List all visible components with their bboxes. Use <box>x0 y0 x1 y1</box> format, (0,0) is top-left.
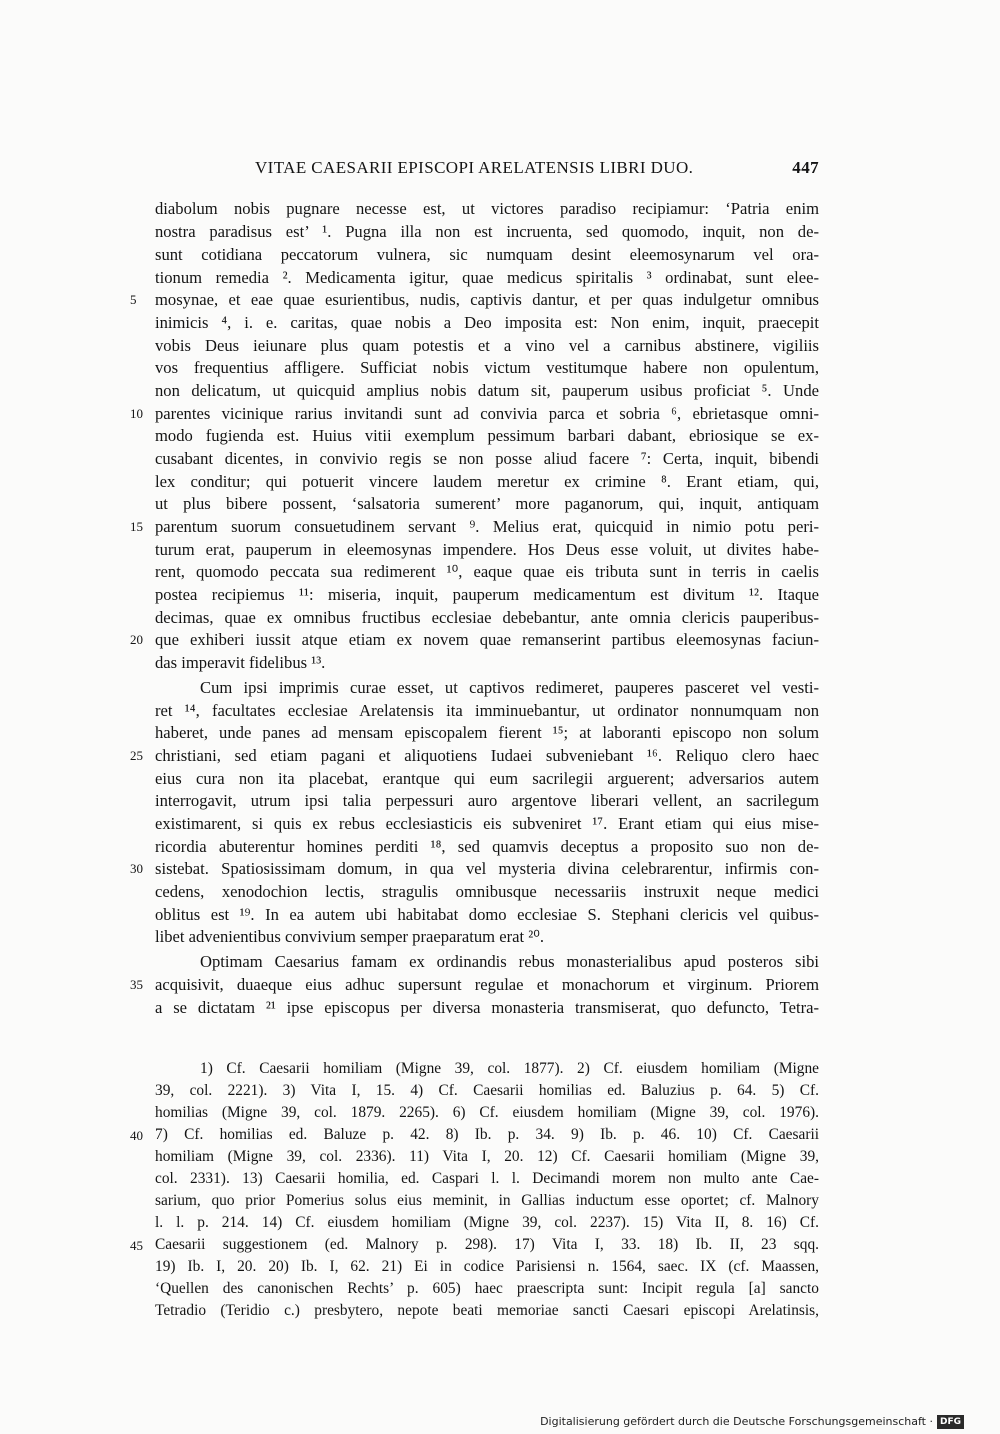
text-line: cusabant dicentes, in convivio regis se non posse aliud facere ⁷: Certa, inquit, bibendi <box>155 449 819 468</box>
text-line: nostra paradisus est’ ¹. Pugna illa non est incruenta, sed quomodo, inquit, non de- <box>155 222 819 241</box>
footnote-line: homilias (Migne 39, col. 1879. 2265). 6) Cf. eiusdem homiliam (Migne 39, col. 1976). <box>155 1104 819 1121</box>
text-line: libet advenientibus convivium semper praeparatum erat ²⁰. <box>155 927 545 946</box>
text-line: vos frequentius affligere. Sufficiat nobis victum vestitumque habere non opulentum, <box>155 358 819 377</box>
line-number: 5 <box>130 292 137 307</box>
line-number: 40 <box>130 1128 143 1143</box>
text-line: parentes vicinique rarius invitandi sunt ad convivia parca et sobria ⁶, ebrietasque omni- <box>155 404 819 423</box>
text-line: postea recipiemus ¹¹: miseria, inquit, pauperum medicamentum est divitum ¹². Itaque <box>155 585 819 604</box>
footnote-line: homiliam (Migne 39, col. 2336). 11) Vita I, 20. 12) Cf. Caesarii homiliam (Migne 39, <box>155 1148 819 1165</box>
text-line: non delicatum, ut quicquid amplius nobis datum sit, pauperum usibus proficiat ⁵. Unde <box>155 381 819 400</box>
footnote-line: ‘Quellen des canonischen Rechts’ p. 605) haec praescripta sunt: Incipit regula [a] sancto <box>155 1280 819 1297</box>
text-line: diabolum nobis pugnare necesse est, ut victores paradiso recipiamur: ‘Patria enim <box>155 199 819 218</box>
text-line: existimarent, si quis ex rebus ecclesiasticis eis subveniret ¹⁷. Erant etiam qui eius mise- <box>155 814 819 833</box>
text-line: ut plus bibere possent, ‘salsatoria sumerent’ more paganorum, qui, inquit, antiquam <box>155 494 819 513</box>
footnote-line: 7) Cf. homilias ed. Baluze p. 42. 8) Ib. p. 34. 9) Ib. p. 46. 10) Cf. Caesarii <box>155 1126 819 1143</box>
text-line: a se dictatam ²¹ ipse episcopus per diversa monasteria transmiserat, quo defuncto, Tetra- <box>155 998 819 1017</box>
line-number: 35 <box>130 977 143 992</box>
line-number: 25 <box>130 748 143 763</box>
text-line: turum erat, pauperum in eleemosynas impendere. Hos Deus esse voluit, ut divites habe- <box>155 540 819 559</box>
text-line: sistebat. Spatiosissimam domum, in qua vel mysteria divina celebrarentur, infirmis con- <box>155 859 819 878</box>
text-line: vobis Deus ieiunare plus quam potestis et a vino vel a carnibus abstinere, vigiliis <box>155 336 819 355</box>
text-line: acquisivit, duaeque eius adhuc supersunt regulae et monachorum et virginum. Priorem <box>155 975 819 994</box>
footnote-line: sarium, quo prior Pomerius solus eius meminit, in Gallias inductum esse oportet; cf. Malnory <box>155 1192 819 1209</box>
credit-text: Digitalisierung gefördert durch die Deutsche Forschungsgemeinschaft · <box>540 1415 933 1428</box>
footnote-line: 1) Cf. Caesarii homiliam (Migne 39, col. 1877). 2) Cf. eiusdem homiliam (Migne <box>200 1060 819 1077</box>
running-header <box>155 158 819 186</box>
text-line: cedens, xenodochion lectis, stragulis omnibusque necessariis instruxit neque medici <box>155 882 819 901</box>
footnote-line: Tetradio (Teridio c.) presbytero, nepote beati memoriae sancti Caesari episcopi Arelatinsis, <box>155 1302 819 1319</box>
footnote-line: l. l. p. 214. 14) Cf. eiusdem homiliam (Migne 39, col. 2237). 15) Vita II, 8. 16) Cf. <box>155 1214 819 1231</box>
text-line: Cum ipsi imprimis curae esset, ut captivos redimeret, pauperes pasceret vel vesti- <box>200 678 819 697</box>
footnote-line: Caesarii suggestionem (ed. Malnory p. 298). 17) Vita I, 33. 18) Ib. II, 23 sqq. <box>155 1236 819 1253</box>
text-line: christiani, sed etiam pagani et aliquotiens Iudaei subveniebant ¹⁶. Reliquo clero haec <box>155 746 819 765</box>
text-line: Optimam Caesarius famam ex ordinandis rebus monasterialibus apud posteros sibi <box>200 952 819 971</box>
text-line: sunt cotidiana peccatorum vulnera, sic numquam desint eleemosynarum vel ora- <box>155 245 819 264</box>
text-line: eius cura non ita placebat, erantque qui eum sacrilegii arguerent; adversarios autem <box>155 769 819 788</box>
text-line: das imperavit fidelibus ¹³. <box>155 653 326 672</box>
text-line: parentum suorum consuetudinem servant ⁹. Melius erat, quicquid in nimio potu peri- <box>155 517 819 536</box>
line-number: 30 <box>130 861 143 876</box>
line-number: 10 <box>130 406 143 421</box>
dfg-logo: DFG <box>937 1415 964 1429</box>
text-line: que exhiberi iussit atque etiam ex novem quae remanserint partibus eleemosynas faciun- <box>155 630 819 649</box>
text-line: decimas, quae ex omnibus fructibus ecclesiae debebantur, ante omnia clericis pauperibus- <box>155 608 819 627</box>
running-title: VITAE CAESARII EPISCOPI ARELATENSIS LIBRI DUO. <box>255 158 694 177</box>
footnote-line: col. 2331). 13) Caesarii homilia, ed. Caspari l. l. Decimandi morem non multo ante Cae- <box>155 1170 819 1187</box>
text-line: ricordia abuterentur homines perditi ¹⁸, sed quamvis deceptus a proposito suo non de- <box>155 837 819 856</box>
text-line: tionum remedia ². Medicamenta igitur, quae medicus spiritalis ³ ordinabat, sunt elee- <box>155 268 819 287</box>
line-number: 15 <box>130 519 143 534</box>
page-number: 447 <box>792 158 819 177</box>
text-line: mosynae, et eae quae esurientibus, nudis, captivis dantur, et per quas indulgetur omnibus <box>155 290 819 309</box>
text-line: inimicis ⁴, i. e. caritas, quae nobis a Deo imposita est: Non enim, inquit, praecepit <box>155 313 819 332</box>
text-line: modo fugienda est. Huius vitii exemplum pessimum barbari dabant, ebriosique se ex- <box>155 426 819 445</box>
text-line: rent, quomodo peccata sua redimerent ¹⁰, eaque quae eis tributa sunt in terris in caelis <box>155 562 819 581</box>
text-line: interrogavit, utrum ipsi talia perpessuri auro argentove liberari vellent, an sacrilegum <box>155 791 819 810</box>
text-line: lex conditur; qui potuerit vincere laudem meretur ex crimine ⁸. Erant etiam, qui, <box>155 472 819 491</box>
footnote-line: 19) Ib. I, 20. 20) Ib. I, 62. 21) Ei in codice Parisiensi n. 1564, saec. IX (cf. Maassen, <box>155 1258 819 1275</box>
text-line: haberet, unde panes ad mensam episcopalem fierent ¹⁵; at laboranti episcopo non solum <box>155 723 819 742</box>
footnote-line: 39, col. 2221). 3) Vita I, 15. 4) Cf. Caesarii homilias ed. Baluzius p. 64. 5) Cf. <box>155 1082 819 1099</box>
text-line: oblitus est ¹⁹. In ea autem ubi habitabat domo ecclesiae S. Stephani clericis vel quibus- <box>155 905 819 924</box>
digitization-credit <box>540 1414 964 1430</box>
line-number: 45 <box>130 1238 143 1253</box>
text-line: ret ¹⁴, facultates ecclesiae Arelatensis ita imminuebantur, ut ordinator nonnumquam non <box>155 701 819 720</box>
line-number: 20 <box>130 632 143 647</box>
